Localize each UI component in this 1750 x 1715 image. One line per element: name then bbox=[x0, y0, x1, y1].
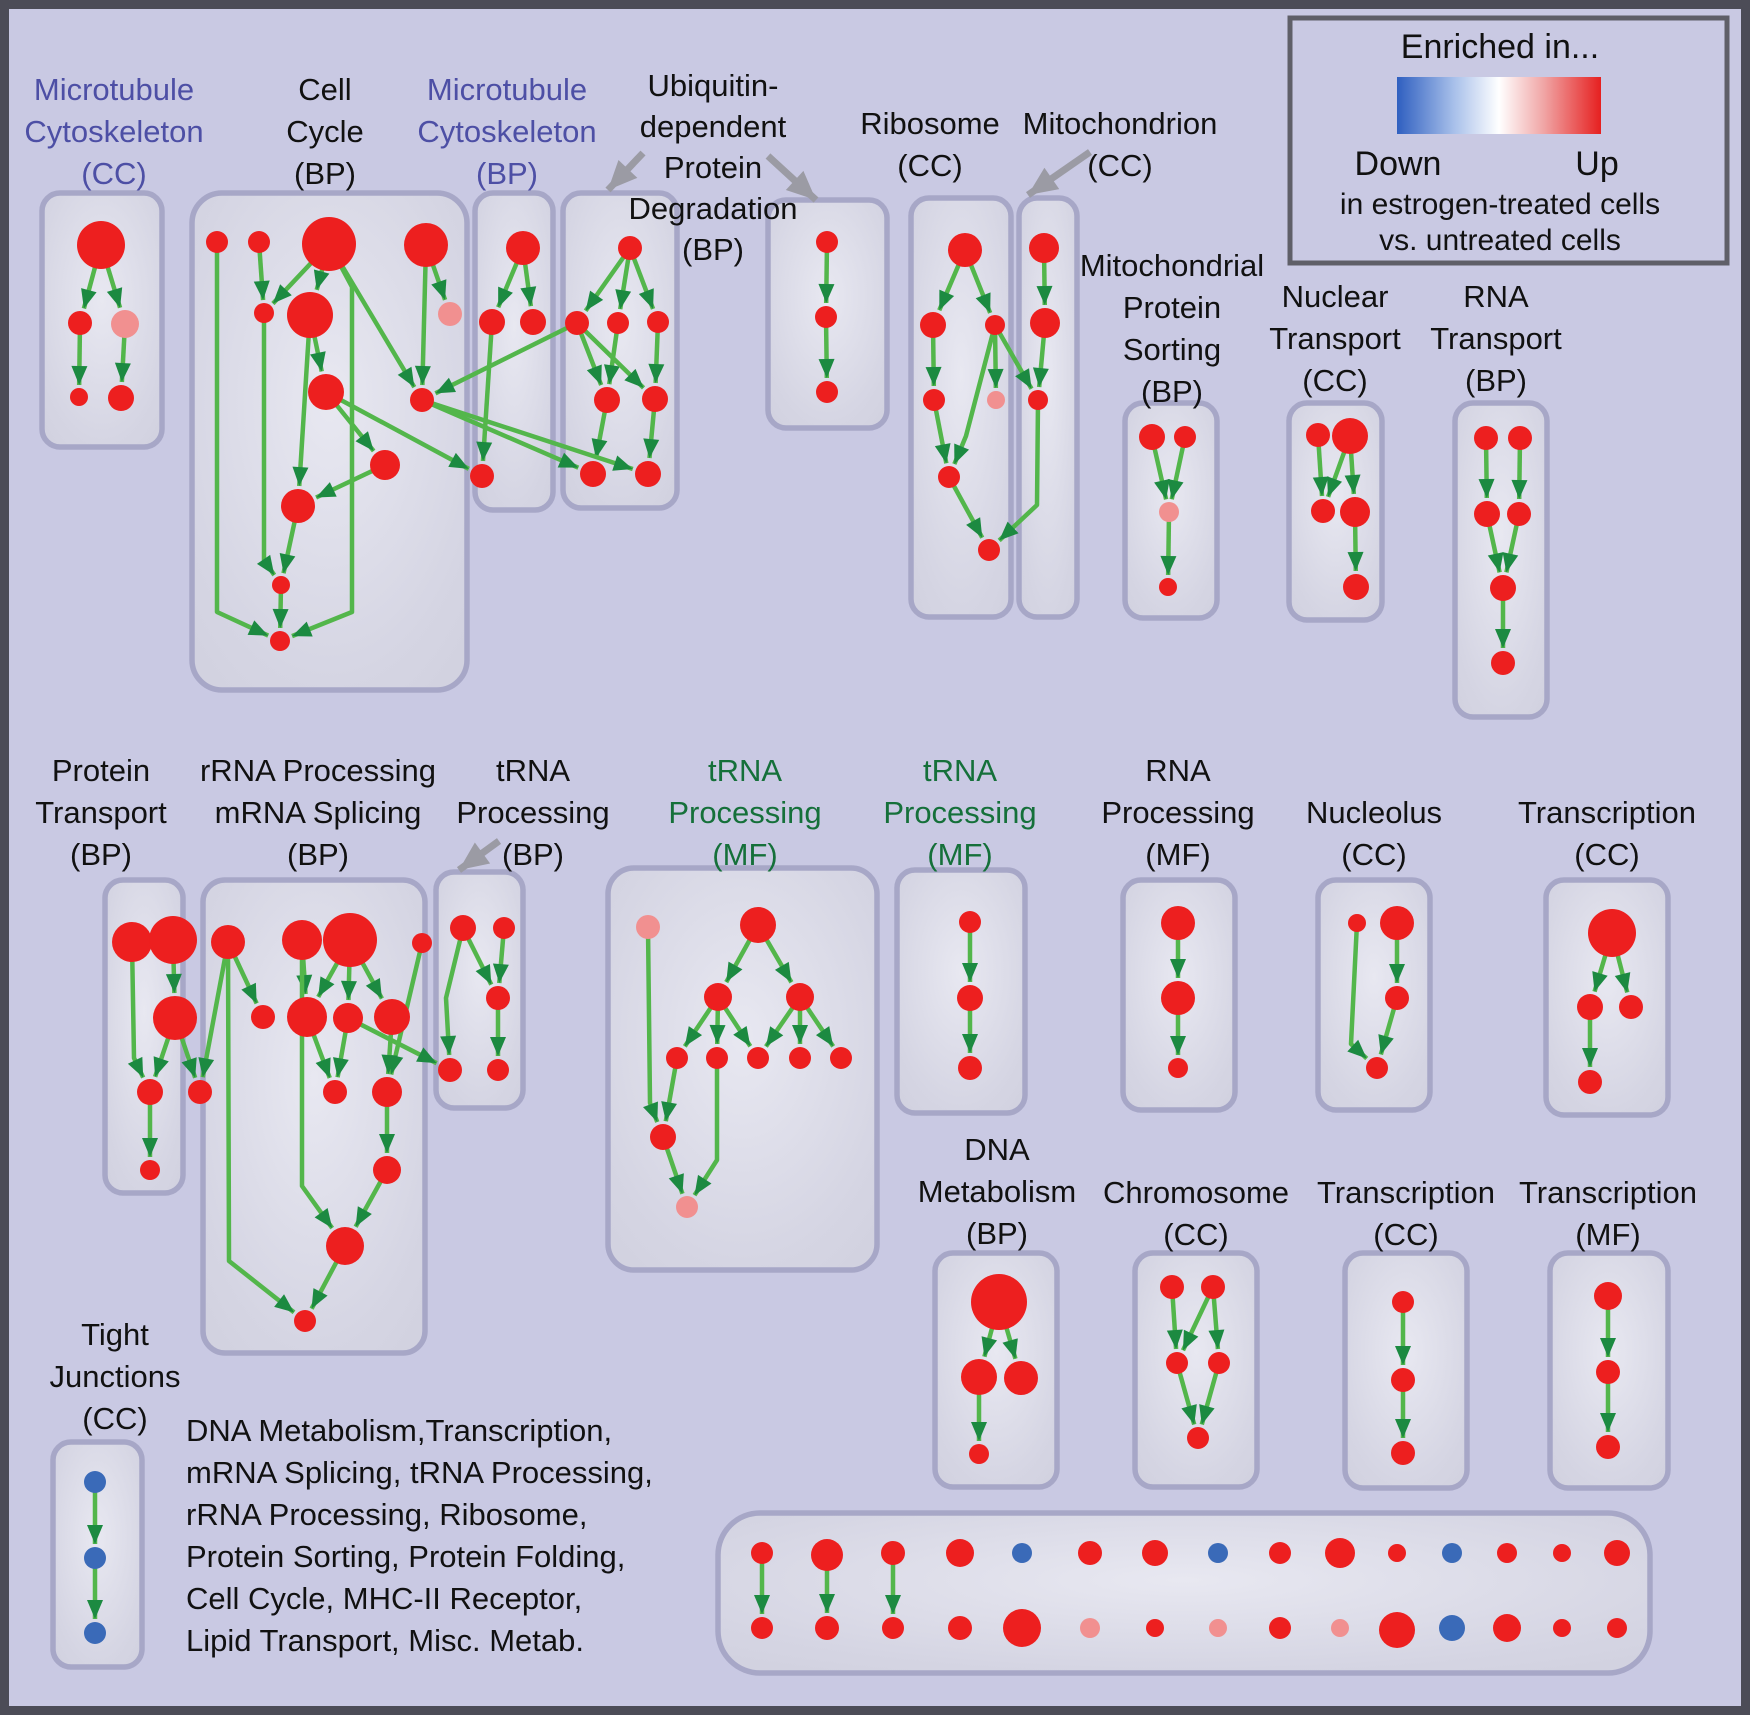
legend-up-label: Up bbox=[1575, 145, 1619, 183]
go-term-node-pt-br bbox=[188, 1080, 212, 1104]
go-term-node-mc_cc-ml bbox=[68, 311, 92, 335]
go-term-node-trna_mf1-t bbox=[740, 907, 776, 943]
cluster-box-ubiq bbox=[563, 193, 677, 508]
go-term-node-mc_cc-t bbox=[77, 221, 125, 269]
cluster-label-nt: (CC) bbox=[1302, 363, 1368, 398]
go-term-node-trna_mf1-e2 bbox=[830, 1047, 852, 1069]
go-term-node-nt-tl bbox=[1306, 423, 1330, 447]
cluster-label-chromosome: (CC) bbox=[1163, 1217, 1229, 1252]
cluster-label-trna_mf1: (MF) bbox=[712, 837, 778, 872]
cluster-label-rna_mf: (MF) bbox=[1145, 837, 1211, 872]
go-term-node-ubiq2-m bbox=[815, 306, 837, 328]
go-term-node-rt-tl bbox=[1474, 426, 1498, 450]
go-term-node-trna_mf1-b2 bbox=[706, 1047, 728, 1069]
cluster-label-dna_met: Metabolism bbox=[917, 1174, 1077, 1209]
cluster-label-mito: (CC) bbox=[1087, 148, 1153, 183]
go-term-node-rt-b bbox=[1491, 651, 1515, 675]
cluster-label-rt: RNA bbox=[1463, 279, 1529, 314]
cluster-label-tight: (CC) bbox=[82, 1401, 148, 1436]
go-term-node-nt-mr bbox=[1340, 497, 1370, 527]
go-term-node-ubiq-r1r bbox=[647, 311, 669, 333]
cluster-label-rrna: rRNA Processing bbox=[199, 753, 437, 788]
cluster-label-ubiq: Ubiquitin- bbox=[647, 68, 779, 103]
go-term-node-rt-lo bbox=[1490, 575, 1516, 601]
go-term-node-misc-b2 bbox=[815, 1616, 839, 1640]
cluster-label-rna_mf: Processing bbox=[1101, 795, 1255, 830]
cluster-label-cell_cycle: Cell bbox=[298, 72, 352, 107]
go-term-node-rrna-r5 bbox=[326, 1227, 364, 1265]
go-term-node-misc-b6 bbox=[1080, 1618, 1100, 1638]
go-term-node-trna_mf1-pk bbox=[636, 915, 660, 939]
go-term-node-trna_mf2-t bbox=[959, 911, 981, 933]
go-term-node-tr_cc2-ml bbox=[1577, 994, 1603, 1020]
go-term-node-rrna-r2d bbox=[374, 999, 410, 1035]
cluster-label-mps: (BP) bbox=[1141, 374, 1203, 409]
cluster-label-trna_bp: Processing bbox=[456, 795, 610, 830]
go-term-node-trna_bp-br bbox=[487, 1059, 509, 1081]
go-term-node-misc-b9 bbox=[1269, 1617, 1291, 1639]
go-term-node-trna_mf1-mr bbox=[786, 983, 814, 1011]
cluster-label-mc_cc: Microtubule bbox=[33, 72, 195, 107]
cluster-label-ubiq: (BP) bbox=[682, 232, 744, 267]
go-term-node-nucleolus-b bbox=[1366, 1057, 1388, 1079]
cluster-label-ubiq: Degradation bbox=[628, 191, 798, 226]
cluster-label-trna_bp: tRNA bbox=[495, 753, 571, 788]
go-term-node-cell_cycle-k bbox=[281, 489, 315, 523]
cluster-label-pt: Transport bbox=[35, 795, 167, 830]
go-term-node-dna_met-ml bbox=[961, 1359, 997, 1395]
go-term-node-cell_cycle-e bbox=[254, 303, 274, 323]
cluster-box-chromosome bbox=[1135, 1253, 1257, 1487]
cluster-label-ubiq: dependent bbox=[639, 109, 787, 144]
go-term-node-ribosome-t bbox=[948, 233, 982, 267]
go-term-node-chromosome-tr bbox=[1201, 1275, 1225, 1299]
go-term-node-mito-t bbox=[1029, 233, 1059, 263]
go-term-node-pt-b bbox=[140, 1160, 160, 1180]
cluster-label-dna_met: DNA bbox=[964, 1132, 1030, 1167]
go-term-node-tr_mf-m bbox=[1596, 1360, 1620, 1384]
go-term-node-cell_cycle-a bbox=[206, 231, 228, 253]
go-term-node-chromosome-ml bbox=[1166, 1352, 1188, 1374]
go-term-node-trna_mf1-d2 bbox=[789, 1047, 811, 1069]
go-term-node-mito-n3 bbox=[1028, 390, 1048, 410]
go-term-node-ubiq2-t bbox=[816, 231, 838, 253]
go-term-node-tight-m bbox=[84, 1547, 106, 1569]
go-term-node-misc-t7 bbox=[1142, 1540, 1168, 1566]
go-term-node-trna_bp-mid bbox=[486, 986, 510, 1010]
go-term-node-cell_cycle-b bbox=[248, 231, 270, 253]
go-term-node-cell_cycle-g bbox=[438, 302, 462, 326]
go-term-node-misc-b8 bbox=[1209, 1619, 1227, 1637]
go-term-node-rrna-t3 bbox=[323, 913, 377, 967]
legend-subtitle: in estrogen-treated cells bbox=[1339, 188, 1661, 221]
cluster-label-cell_cycle: Cycle bbox=[286, 114, 364, 149]
cluster-label-mps: Sorting bbox=[1122, 332, 1222, 367]
go-term-node-ubiq-r1m bbox=[607, 312, 629, 334]
go-term-node-trna_mf2-b bbox=[958, 1056, 982, 1080]
go-term-node-rrna-t4 bbox=[412, 933, 432, 953]
go-term-node-trna_mf1-bt bbox=[676, 1196, 698, 1218]
legend-gradient-bar bbox=[1397, 77, 1601, 134]
go-term-node-misc-b3 bbox=[882, 1617, 904, 1639]
go-term-node-mc_cc-br bbox=[108, 385, 134, 411]
go-term-node-cell_cycle-l bbox=[272, 576, 290, 594]
go-term-node-misc-t1 bbox=[751, 1542, 773, 1564]
go-term-node-rrna-r2a bbox=[251, 1005, 275, 1029]
legend-subtitle: vs. untreated cells bbox=[1379, 224, 1621, 257]
go-term-node-misc-b5 bbox=[1003, 1609, 1041, 1647]
cluster-label-rt: Transport bbox=[1430, 321, 1562, 356]
go-term-node-misc-b11 bbox=[1379, 1612, 1415, 1648]
go-term-node-mps-pk bbox=[1159, 502, 1179, 522]
cluster-label-pt: (BP) bbox=[70, 837, 132, 872]
go-term-node-mps-b bbox=[1159, 578, 1177, 596]
go-term-node-chromosome-b bbox=[1187, 1427, 1209, 1449]
cluster-label-nt: Nuclear bbox=[1281, 279, 1389, 314]
misc-categories-note-line: DNA Metabolism,Transcription, bbox=[186, 1413, 613, 1448]
go-term-node-ubiq-r2r bbox=[642, 386, 668, 412]
go-term-node-rrna-t2 bbox=[282, 920, 322, 960]
cluster-label-nt: Transport bbox=[1269, 321, 1401, 356]
go-term-node-tr_mf-b bbox=[1596, 1435, 1620, 1459]
go-term-node-ribosome-l3 bbox=[923, 389, 945, 411]
cluster-label-mc_cc: Cytoskeleton bbox=[24, 114, 204, 149]
cluster-label-mps: Protein bbox=[1122, 290, 1222, 325]
misc-categories-note-line: Cell Cycle, MHC-II Receptor, bbox=[186, 1581, 583, 1616]
cluster-label-tight: Tight bbox=[81, 1317, 149, 1352]
go-term-node-nucleolus-tr bbox=[1380, 906, 1414, 940]
go-term-node-ubiq-br bbox=[635, 461, 661, 487]
cluster-label-cell_cycle: (BP) bbox=[294, 156, 356, 191]
cluster-label-tight: Junctions bbox=[49, 1359, 181, 1394]
cluster-label-tr_mf: Transcription bbox=[1518, 1175, 1698, 1210]
go-term-node-trna_bp-bl bbox=[438, 1058, 462, 1082]
cluster-label-nucleolus: Nucleolus bbox=[1305, 795, 1443, 830]
go-term-node-misc-t11 bbox=[1388, 1544, 1406, 1562]
go-term-node-dna_met-b bbox=[969, 1444, 989, 1464]
cluster-label-pt: Protein bbox=[51, 753, 151, 788]
go-term-node-cell_cycle-i bbox=[410, 388, 434, 412]
cluster-label-rrna: mRNA Splicing bbox=[214, 795, 422, 830]
cluster-label-ubiq: Protein bbox=[663, 150, 763, 185]
go-term-node-trna_mf1-lo bbox=[650, 1124, 676, 1150]
go-term-node-mt_bp-b bbox=[470, 464, 494, 488]
go-term-node-pt-mid bbox=[153, 996, 197, 1040]
cluster-label-mc_cc: (CC) bbox=[81, 156, 147, 191]
misc-categories-note-line: Protein Sorting, Protein Folding, bbox=[186, 1539, 626, 1574]
go-term-node-nucleolus-tl bbox=[1348, 914, 1366, 932]
go-term-node-rna_mf-m bbox=[1161, 981, 1195, 1015]
go-term-node-tr_cc3-t bbox=[1392, 1291, 1414, 1313]
go-term-node-ribosome-b bbox=[978, 539, 1000, 561]
go-term-node-ribosome-ml bbox=[920, 312, 946, 338]
legend-down-label: Down bbox=[1354, 145, 1442, 183]
go-term-node-misc-t13 bbox=[1497, 1543, 1517, 1563]
go-term-node-cell_cycle-f bbox=[287, 292, 333, 338]
cluster-label-dna_met: (BP) bbox=[966, 1216, 1028, 1251]
cluster-box-misc bbox=[718, 1513, 1650, 1673]
go-term-node-ribosome-pk bbox=[987, 391, 1005, 409]
go-term-node-tight-t bbox=[84, 1471, 106, 1493]
go-term-node-misc-t3 bbox=[881, 1541, 905, 1565]
go-term-node-mps-tr bbox=[1174, 426, 1196, 448]
legend-title: Enriched in... bbox=[1400, 28, 1600, 66]
cluster-label-trna_mf2: tRNA bbox=[922, 753, 998, 788]
go-term-node-nt-ml bbox=[1311, 499, 1335, 523]
cluster-label-ribosome: Ribosome bbox=[860, 106, 1000, 141]
go-term-node-tr_cc2-mr bbox=[1619, 995, 1643, 1019]
misc-categories-note-line: rRNA Processing, Ribosome, bbox=[186, 1497, 588, 1532]
go-term-node-nt-tr bbox=[1332, 418, 1368, 454]
go-term-node-trna_mf2-m bbox=[957, 985, 983, 1011]
go-term-node-mc_cc-bl bbox=[70, 388, 88, 406]
go-term-node-misc-t15 bbox=[1604, 1540, 1630, 1566]
go-term-node-mt_bp-ml bbox=[479, 309, 505, 335]
go-term-node-ubiq-r1l bbox=[565, 311, 589, 335]
go-term-node-rna_mf-t bbox=[1161, 906, 1195, 940]
go-term-node-misc-t14 bbox=[1553, 1544, 1571, 1562]
go-term-node-trna_mf1-ml bbox=[704, 983, 732, 1011]
go-term-node-cell_cycle-m bbox=[270, 631, 290, 651]
go-term-node-misc-t5 bbox=[1012, 1543, 1032, 1563]
go-term-node-mc_cc-mr bbox=[111, 310, 139, 338]
go-term-node-rrna-r2b bbox=[287, 997, 327, 1037]
go-term-node-ribosome-mr bbox=[985, 315, 1005, 335]
go-term-node-trna_mf1-c2 bbox=[747, 1047, 769, 1069]
go-term-node-ubiq-r2l bbox=[594, 387, 620, 413]
cluster-label-rt: (BP) bbox=[1465, 363, 1527, 398]
go-term-node-misc-t10 bbox=[1325, 1538, 1355, 1568]
go-term-node-cell_cycle-d bbox=[404, 223, 448, 267]
cluster-label-trna_mf1: Processing bbox=[668, 795, 822, 830]
cluster-label-mt_bp: (BP) bbox=[476, 156, 538, 191]
misc-categories-note-line: Lipid Transport, Misc. Metab. bbox=[186, 1623, 584, 1658]
go-term-node-cell_cycle-j bbox=[370, 450, 400, 480]
go-term-node-rrna-r3b bbox=[372, 1077, 402, 1107]
cluster-label-rna_mf: RNA bbox=[1145, 753, 1211, 788]
go-term-node-trna_mf1-a bbox=[666, 1047, 688, 1069]
go-term-node-rna_mf-b bbox=[1168, 1058, 1188, 1078]
go-term-node-mito-m bbox=[1030, 308, 1060, 338]
go-term-node-misc-b15 bbox=[1607, 1618, 1627, 1638]
go-term-node-rt-tr bbox=[1508, 426, 1532, 450]
cluster-label-mt_bp: Microtubule bbox=[426, 72, 588, 107]
go-term-node-dna_met-mr bbox=[1004, 1361, 1038, 1395]
cluster-label-trna_mf1: tRNA bbox=[707, 753, 783, 788]
go-term-node-rrna-r2c bbox=[333, 1003, 363, 1033]
misc-categories-note-line: mRNA Splicing, tRNA Processing, bbox=[186, 1455, 653, 1490]
go-term-node-cell_cycle-h bbox=[308, 374, 344, 410]
go-term-node-pt-bl bbox=[137, 1079, 163, 1105]
go-term-node-rrna-r6 bbox=[294, 1310, 316, 1332]
cluster-label-nucleolus: (CC) bbox=[1341, 837, 1407, 872]
go-term-node-chromosome-tl bbox=[1160, 1275, 1184, 1299]
go-term-node-misc-b10 bbox=[1331, 1619, 1349, 1637]
go-term-node-misc-t6 bbox=[1078, 1541, 1102, 1565]
go-term-node-mt_bp-mr bbox=[520, 309, 546, 335]
go-term-node-pt-t2 bbox=[149, 916, 197, 964]
go-term-node-tight-b bbox=[84, 1622, 106, 1644]
go-term-node-mps-tl bbox=[1139, 424, 1165, 450]
go-term-node-nt-b bbox=[1343, 574, 1369, 600]
go-term-node-trna_bp-tl bbox=[450, 915, 476, 941]
go-term-node-trna_bp-tr bbox=[493, 917, 515, 939]
cluster-label-mt_bp: Cytoskeleton bbox=[417, 114, 597, 149]
go-term-node-misc-b7 bbox=[1146, 1619, 1164, 1637]
go-term-node-misc-b13 bbox=[1493, 1614, 1521, 1642]
go-term-node-ubiq-bl bbox=[580, 461, 606, 487]
go-term-node-cell_cycle-c bbox=[302, 217, 356, 271]
go-term-node-misc-t4 bbox=[946, 1539, 974, 1567]
cluster-label-rrna: (BP) bbox=[287, 837, 349, 872]
go-term-node-mt_bp-t bbox=[506, 231, 540, 265]
go-term-node-ubiq2-b bbox=[816, 381, 838, 403]
go-term-node-rt-mr bbox=[1507, 502, 1531, 526]
go-term-node-tr_cc2-t bbox=[1588, 909, 1636, 957]
cluster-label-trna_mf2: (MF) bbox=[927, 837, 993, 872]
cluster-label-tr_cc3: (CC) bbox=[1373, 1217, 1439, 1252]
go-term-node-chromosome-mr bbox=[1208, 1352, 1230, 1374]
go-term-node-misc-t2 bbox=[811, 1539, 843, 1571]
go-term-node-misc-t8 bbox=[1208, 1543, 1228, 1563]
go-term-node-misc-t12 bbox=[1442, 1543, 1462, 1563]
go-term-node-rrna-t1 bbox=[211, 925, 245, 959]
go-term-node-rrna-r4 bbox=[373, 1156, 401, 1184]
go-term-node-ubiq-t bbox=[618, 236, 642, 260]
go-term-node-dna_met-t bbox=[971, 1274, 1027, 1330]
cluster-label-ribosome: (CC) bbox=[897, 148, 963, 183]
cluster-label-trna_mf2: Processing bbox=[883, 795, 1037, 830]
cluster-label-tr_mf: (MF) bbox=[1575, 1217, 1641, 1252]
cluster-label-trna_bp: (BP) bbox=[502, 837, 564, 872]
go-term-node-ribosome-l4 bbox=[938, 466, 960, 488]
go-term-node-nucleolus-mr bbox=[1385, 986, 1409, 1010]
cluster-label-tr_cc3: Transcription bbox=[1316, 1175, 1496, 1210]
go-term-node-misc-t9 bbox=[1269, 1542, 1291, 1564]
cluster-label-mito: Mitochondrion bbox=[1022, 106, 1218, 141]
go-term-node-tr_mf-t bbox=[1594, 1282, 1622, 1310]
go-term-node-misc-b1 bbox=[751, 1617, 773, 1639]
go-term-node-rrna-r3a bbox=[323, 1080, 347, 1104]
go-term-node-rt-ml bbox=[1474, 501, 1500, 527]
cluster-label-tr_cc2: (CC) bbox=[1574, 837, 1640, 872]
go-term-node-tr_cc3-m bbox=[1391, 1368, 1415, 1392]
go-term-node-misc-b12 bbox=[1439, 1615, 1465, 1641]
go-term-node-tr_cc3-b bbox=[1391, 1441, 1415, 1465]
cluster-label-chromosome: Chromosome bbox=[1102, 1175, 1290, 1210]
go-term-node-tr_cc2-b bbox=[1578, 1070, 1602, 1094]
go-term-node-misc-b4 bbox=[948, 1616, 972, 1640]
go-term-node-pt-t1 bbox=[112, 922, 152, 962]
go-term-node-misc-b14 bbox=[1553, 1619, 1571, 1637]
cluster-label-tr_cc2: Transcription bbox=[1517, 795, 1697, 830]
cluster-label-mps: Mitochondrial bbox=[1079, 248, 1265, 283]
